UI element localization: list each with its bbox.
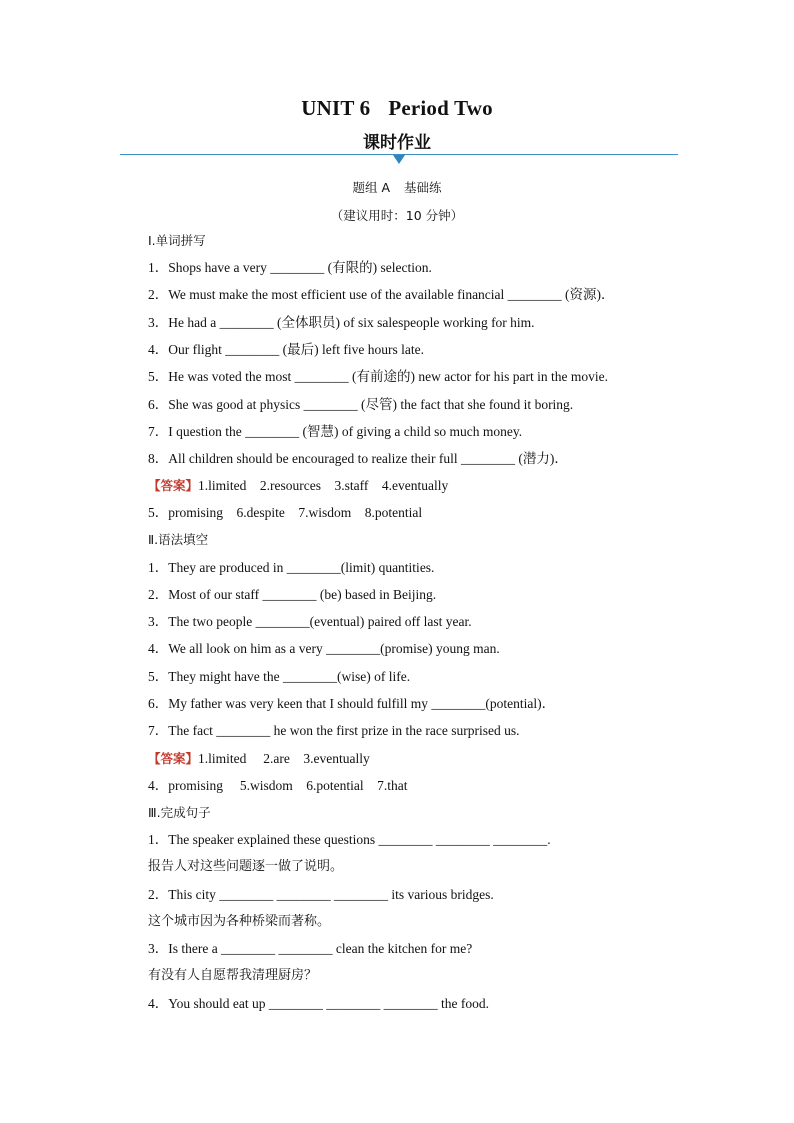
translation-line: 有没有人自愿帮我清理厨房？	[148, 968, 318, 983]
title-period: Period Two	[388, 96, 493, 120]
translation-line: 报告人对这些问题逐一做了说明。	[148, 859, 344, 874]
question-line: 4．You should eat up ________ ________ ________ the food.	[148, 996, 490, 1011]
question-line: 7．The fact ________ he won the first prize in the race surprised us.	[148, 723, 520, 738]
group-label: 题组 A	[352, 180, 390, 195]
group-name: 基础练	[404, 180, 442, 195]
answer-line	[148, 750, 370, 768]
question-line: 1．The speaker explained these questions ________ ________ ________.	[148, 832, 551, 847]
divider-triangle-icon	[393, 155, 405, 164]
section-heading-completion: Ⅲ.完成句子	[148, 805, 211, 820]
answer-tag: 【答案】	[148, 478, 199, 493]
translation-line: 这个城市因为各种桥梁而著称。	[148, 914, 331, 929]
suggested-time: （建议用时：10 分钟）	[330, 208, 464, 223]
question-line: 8．All children should be encouraged to realize their full ________ (潜力)．	[148, 451, 568, 466]
question-line: 3．He had a ________ (全体职员) of six salespeople working for him.	[148, 315, 535, 330]
page-subtitle: 课时作业	[363, 133, 431, 153]
question-line: 3．Is there a ________ ________ clean the kitchen for me?	[148, 941, 473, 956]
question-line: 5．He was voted the most ________ (有前途的) new actor for his part in the movie.	[148, 369, 609, 384]
answer-line	[148, 477, 448, 495]
question-line: 3．The two people ________(eventual) paired off last year.	[148, 614, 472, 629]
question-line: 4．Our flight ________ (最后) left five hours late.	[148, 342, 424, 357]
title-unit: UNIT 6	[301, 96, 371, 120]
question-line: 2．We must make the most efficient use of the available financial ________ (资源)．	[148, 287, 615, 302]
section-heading-spelling: Ⅰ.单词拼写	[148, 233, 206, 248]
question-line: 1．They are produced in ________(limit) quantities.	[148, 560, 435, 575]
question-line: 6．My father was very keen that I should fulfill my ________(potential)．	[148, 696, 556, 711]
question-line: 7．I question the ________ (智慧) of giving a child so much money.	[148, 424, 523, 439]
answer-line: 4．promising 5.wisdom 6.potential 7.that	[148, 778, 408, 793]
question-line: 2．Most of our staff ________ (be) based in Beijing.	[148, 587, 437, 602]
exercise-group-label	[0, 178, 794, 196]
answer-text: 1.limited 2.are 3.eventually	[198, 751, 370, 766]
page-title	[0, 96, 794, 121]
question-line: 6．She was good at physics ________ (尽管) the fact that she found it boring.	[148, 397, 574, 412]
answer-tag: 【答案】	[148, 751, 199, 766]
question-line: 2．This city ________ ________ ________ its various bridges.	[148, 887, 494, 902]
section-heading-grammar: Ⅱ.语法填空	[148, 532, 209, 547]
question-line: 4．We all look on him as a very ________(promise) young man.	[148, 641, 500, 656]
answer-text: 1.limited 2.resources 3.staff 4.eventually	[198, 478, 449, 493]
answer-line: 5．promising 6.despite 7.wisdom 8.potential	[148, 505, 423, 520]
question-line: 1．Shops have a very ________ (有限的) selection.	[148, 260, 432, 275]
question-line: 5．They might have the ________(wise) of life.	[148, 669, 411, 684]
